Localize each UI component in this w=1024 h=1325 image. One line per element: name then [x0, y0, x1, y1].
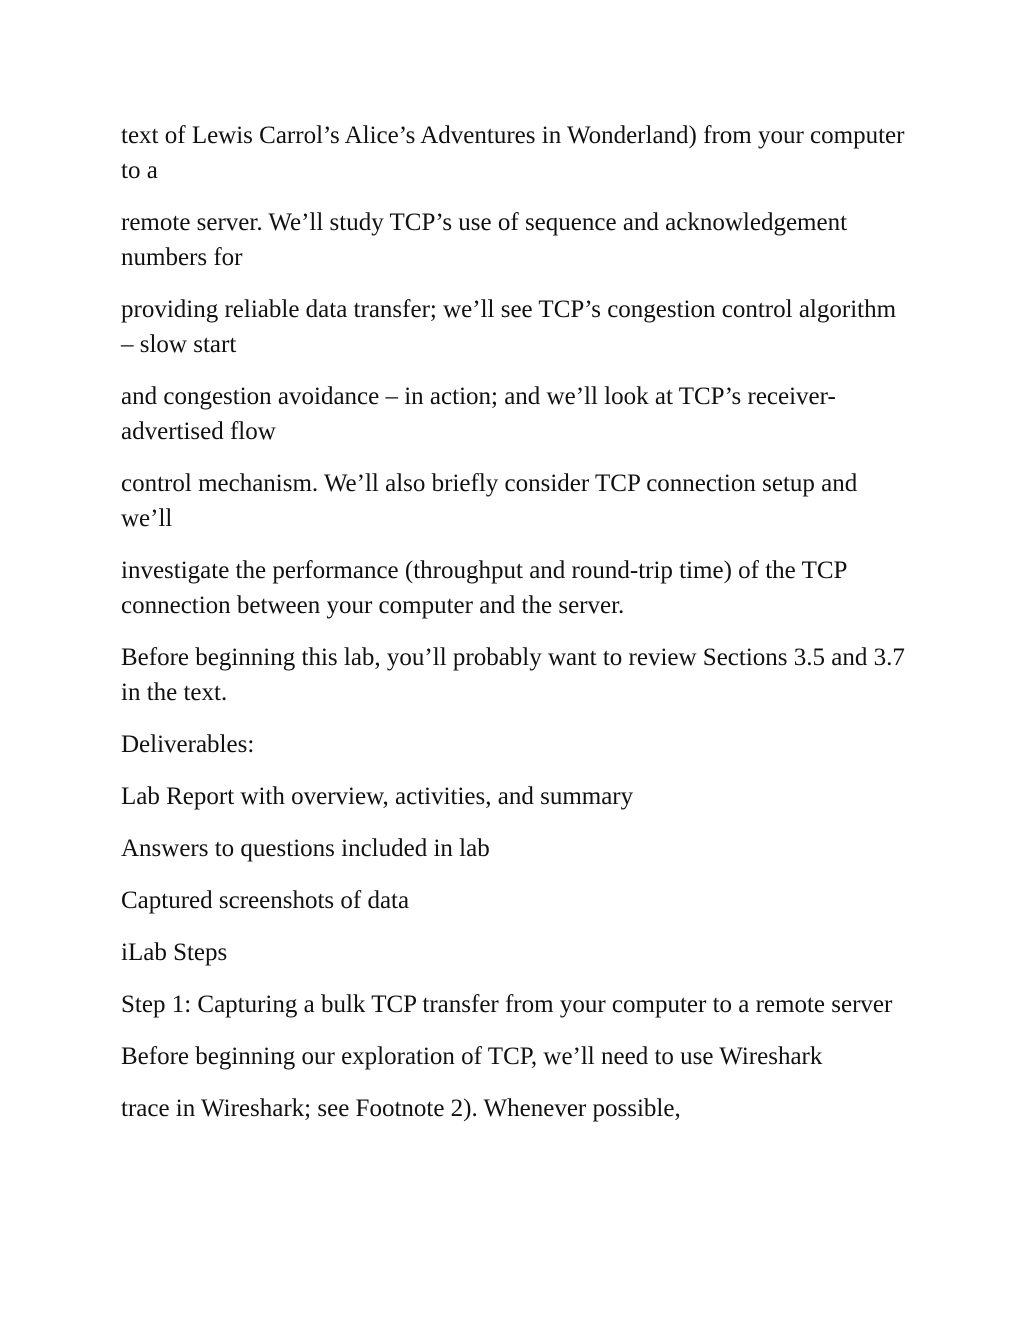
paragraph-sequence-numbers: remote server. We’ll study TCP’s use of sequence and acknowledgement numbers for: [121, 209, 848, 271]
paragraph-wireshark-intro: Before beginning our exploration of TCP, we’ll need to use Wireshark: [121, 1043, 823, 1070]
deliverable-answers: Answers to questions included in lab: [121, 835, 490, 862]
paragraph-performance: investigate the performance (throughput and round-trip time) of the TCP connection between your computer and the server.: [121, 557, 847, 619]
step-1-heading: Step 1: Capturing a bulk TCP transfer from your computer to a remote server: [121, 991, 893, 1018]
document-body: [121, 118, 911, 1143]
deliverable-screenshots: Captured screenshots of data: [121, 887, 410, 914]
paragraph-review-sections: Before beginning this lab, you’ll probably want to review Sections 3.5 and 3.7 in the text.: [121, 644, 905, 706]
paragraph-flow-control: and congestion avoidance – in action; and we’ll look at TCP’s receiver-advertised flow: [121, 383, 836, 445]
ilab-steps-heading: iLab Steps: [121, 939, 228, 966]
deliverables-heading: Deliverables:: [121, 731, 255, 758]
paragraph-wireshark-trace: trace in Wireshark; see Footnote 2). Whenever possible,: [121, 1095, 681, 1122]
deliverable-lab-report: Lab Report with overview, activities, and summary: [121, 783, 634, 810]
paragraph-connection-setup: control mechanism. We’ll also briefly consider TCP connection setup and we’ll: [121, 470, 858, 532]
paragraph-congestion-control: providing reliable data transfer; we’ll see TCP’s congestion control algorithm – slow start: [121, 296, 897, 358]
paragraph-transfer-intro: text of Lewis Carrol’s Alice’s Adventures in Wonderland) from your computer to a: [121, 122, 905, 184]
